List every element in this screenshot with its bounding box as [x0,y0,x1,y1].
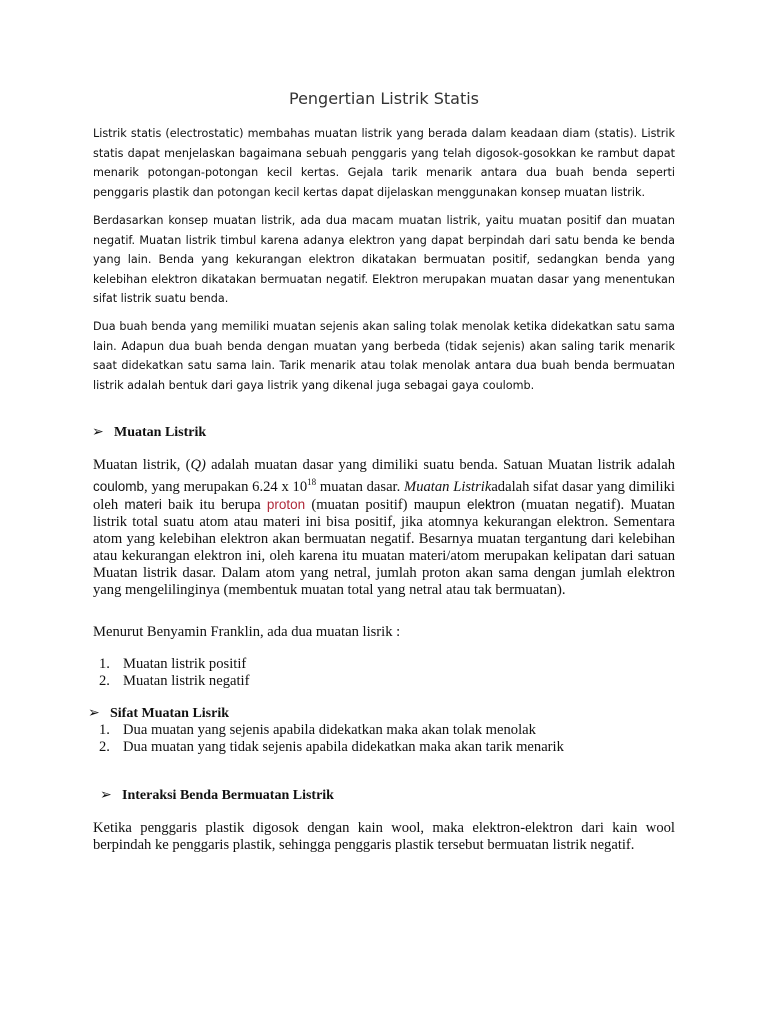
arrow-bullet-icon: ➢ [92,425,104,440]
list-item: 2. Muatan listrik negatif [99,673,250,689]
term-elektron: elektron [466,496,515,512]
muatan-paragraph-1: Muatan listrik, (Q) adalah muatan dasar yang dimiliki suatu benda. Satuan Muatan listrik adalah coulomb, yang merupakan 6.24 x $10^{18}$ muatan dasar. Muatan Listrikadalah sifat dasar yang dimiliki oleh materi baik itu berupa proton (muatan positif) maupun elektron (muatan negatif). Muatan listrik total suatu atom atau materi ini bisa positif, jika atomnya kekurangan elektron. Sementara atom yang kelebihan elektron akan bermuatan negatif. Besarnya muatan tergantung dari kelebihan atau kekurangan elektron ini, oleh karena itu muatan materi/atom merupakan kelipatan dari satuan Muatan listrik dasar. Dalam atom yang netral, jumlah proton akan sama dengan jumlah elektron yang mengelilinginya (membentuk muatan total yang netral atau tak bermuatan). [93,457,675,598]
heading-muatan-listrik [92,424,206,441]
intro-paragraph-3: Dua buah benda yang memiliki muatan sejenis akan saling tolak menolak ketika didekatkan satu sama lain. Adapun dua buah benda dengan muatan yang berbeda (tidak sejenis) akan saling tarik menarik saat didekatkan satu sama lain. Tarik menarik atau tolak menolak antara dua buah benda bermuatan listrik adalah bentuk dari gaya listrik yang dikenal juga sebagai gaya coulomb. [93,320,675,392]
list-item: 1. Muatan listrik positif [99,656,247,672]
list-item: 1. Dua muatan yang sejenis apabila didekatkan maka akan tolak menolak [99,722,536,738]
sifat-list [99,722,564,756]
list-item: 2. Dua muatan yang tidak sejenis apabila didekatkan maka akan tarik menarik [99,739,564,755]
heading-text: Sifat Muatan Lisrik [110,706,230,721]
interaksi-paragraph: Ketika penggaris plastik digosok dengan kain wool, maka elektron-elektron dari kain wool berpindah ke penggaris plastik, sehingga penggaris plastik tersebut bermuatan listrik negatif. [93,820,675,853]
term-coulomb: coulomb [93,478,145,494]
arrow-bullet-icon: ➢ [88,706,100,721]
muatan-list [99,656,249,690]
page-title: Pengertian Listrik Statis [288,89,480,108]
intro-paragraph-1: Listrik statis (electrostatic) membahas muatan listrik yang berada dalam keadaan diam (statis). Listrik statis dapat menjelaskan bagaimana sebuah penggaris yang telah digosok-gosokkan ke rambut dapat menarik potongan-potongan kecil kertas. Gejala tarik menarik antara dua buah benda seperti penggaris plastik dan potongan kecil kertas dapat dijelaskan menggunakan konsep muatan listrik. [93,127,675,199]
arrow-bullet-icon: ➢ [100,788,112,803]
term-proton: proton [266,496,306,512]
heading-text: Muatan Listrik [114,425,207,440]
heading-interaksi [100,787,334,804]
intro-paragraph-2: Berdasarkan konsep muatan listrik, ada dua macam muatan listrik, yaitu muatan positif dan muatan negatif. Muatan listrik timbul karena adanya elektron yang dapat berpindah dari satu benda ke benda yang lain. Benda yang kekurangan elektron dikatakan bermuatan positif, sedangkan benda yang kelebihan elektron dikatakan bermuatan negatif. Elektron merupakan muatan dasar yang menentukan sifat listrik suatu benda. [93,214,675,305]
heading-sifat-muatan [88,705,229,722]
term-materi: materi [124,496,162,512]
heading-text: Interaksi Benda Bermuatan Listrik [122,788,334,803]
muatan-paragraph-2: Menurut Benyamin Franklin, ada dua muatan lisrik : [93,624,401,640]
